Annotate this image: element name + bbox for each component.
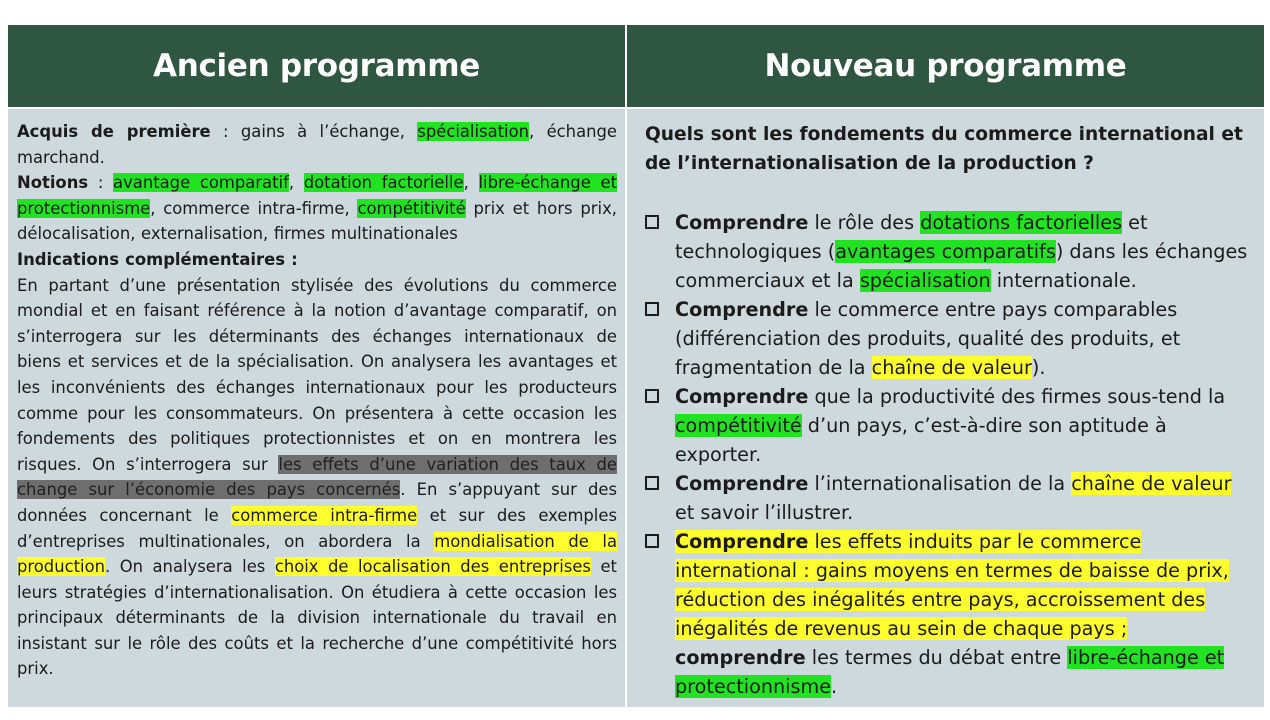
objective-item-1 [645, 208, 1254, 295]
highlight-avantages-comparatifs: avantages comparatifs [835, 240, 1056, 263]
objective-text: ) dans les échanges commerciaux et la [675, 240, 1248, 292]
indications-text-3: et sur des exemples d’entreprises multinationales, on abordera la [17, 505, 617, 551]
objective-text-5 [675, 527, 1254, 701]
objective-item-3 [645, 382, 1254, 469]
highlight-effets-induits: les effets induits par le commerce international : gains moyens en termes de baisse de prix, réduction des inégalités entre pays, accroissement des inégalités de revenus au sein de chaque pays ; [675, 530, 1229, 640]
highlight-libre-echange: libre-échange et protectionnisme [17, 173, 617, 218]
indications-text-1: En partant d’une présentation stylisée des évolutions du commerce mondial et en faisant référence à la notion d’avantage comparatif, on s’interrogera sur les déterminants des échanges internationaux de biens et services et de la spécialisation. On analysera les avantages et les inconvénients des échanges internationaux pour les producteurs comme pour les consommateurs. On présentera à cette occasion les fondements des politiques protectionnistes et on en montrera les risques. On s’interrogera sur [17, 275, 617, 474]
acquis-text-end: , échange marchand. [17, 122, 617, 167]
highlight-choix-localisation: choix de localisation des entreprises [274, 557, 591, 577]
indications-label-line [17, 247, 617, 273]
highlight-competitivite: compétitivité [357, 198, 466, 218]
notions-comma-2: , [463, 173, 479, 193]
objective-text-4 [675, 469, 1254, 527]
objective-text: le rôle des [808, 211, 921, 234]
guiding-question: Quels sont les fondements du commerce international et de l’internationalisation de la production ? [645, 124, 1243, 174]
objective-verb: Comprendre [675, 530, 809, 553]
objective-text-3 [675, 382, 1254, 469]
acquis-label: Acquis de première [17, 122, 211, 141]
indications-text-4: . On analysera les [105, 557, 275, 577]
objective-item-5 [645, 527, 1254, 701]
notions-label: Notions [17, 173, 89, 193]
ancien-programme-content [8, 109, 625, 707]
objective-text: et savoir l’illustrer. [675, 501, 854, 524]
objective-item-2 [645, 295, 1254, 382]
objective-text-1 [675, 208, 1254, 295]
objective-text: l’internationalisation de la [808, 472, 1072, 495]
acquis-text: : gains à l’échange, [210, 122, 418, 141]
objective-verb: Comprendre [675, 472, 809, 495]
highlight-chaine-de-valeur: chaîne de valeur [871, 356, 1032, 379]
header-nouveau-programme: Nouveau programme [627, 25, 1264, 107]
objective-verb: Comprendre [675, 298, 809, 321]
objective-item-4 [645, 469, 1254, 527]
objective-text: et technologiques ( [675, 211, 1148, 263]
comparison-table [8, 25, 1264, 707]
objective-text: . [831, 675, 838, 698]
indications-text-2: . En s’appuyant sur des données concernant le [17, 480, 617, 525]
highlight-mondialisation-production: mondialisation de la production [17, 531, 618, 577]
checkbox-icon [645, 389, 659, 403]
highlight-dotations-factorielles: dotations factorielles [920, 211, 1123, 234]
highlight-specialisation: spécialisation [859, 269, 991, 292]
indications-paragraph [17, 273, 617, 683]
highlight-specialisation: spécialisation [417, 122, 530, 141]
objective-text-2 [675, 295, 1254, 382]
objective-text: le commerce entre pays comparables (différenciation des produits, qualité des produits, et fragmentation de la [675, 298, 1181, 379]
indications-label: Indications complémentaires : [17, 249, 298, 269]
indications-text-5: et leurs stratégies d’internationalisation. On étudiera à cette occasion les principaux déterminants de la division internationale du travail en insistant sur le rôle des coûts et la recherche d’une compétitivité hors prix. [17, 557, 617, 679]
objective-text: internationale. [990, 269, 1137, 292]
highlight-dotation-factorielle: dotation factorielle [303, 173, 464, 193]
notions-text-end: prix et hors prix, délocalisation, externalisation, firmes multinationales [17, 198, 617, 244]
notions-sep: : [88, 173, 114, 193]
highlight-taux-de-change: les effets d’une variation des taux de change sur l’économie des pays concernés [17, 454, 618, 500]
highlight-libre-echange-protectionnisme: libre-échange et protectionnisme [675, 646, 1225, 698]
notions-paragraph [17, 170, 617, 247]
header-ancien-programme: Ancien programme [8, 25, 625, 107]
checkbox-icon [645, 476, 659, 490]
checkbox-icon [645, 302, 659, 316]
checkbox-icon [645, 215, 659, 229]
nouveau-programme-content [627, 109, 1264, 707]
highlight-avantage-comparatif: avantage comparatif [113, 173, 289, 193]
objective-verb: Comprendre [675, 211, 809, 234]
objective-text: que la productivité des firmes sous-tend la [808, 385, 1226, 408]
notions-comma-1: , [288, 173, 304, 193]
highlight-commerce-intra-firme: commerce intra-firme [231, 505, 418, 525]
checkbox-icon [645, 534, 659, 548]
objective-verb: Comprendre [675, 385, 809, 408]
objective-text: ). [1031, 356, 1046, 379]
notions-text: , commerce intra-firme, [150, 198, 358, 218]
objective-verb: comprendre [675, 646, 806, 669]
highlight-competitivite: compétitivité [675, 414, 802, 437]
highlight-chaine-de-valeur: chaîne de valeur [1071, 472, 1232, 495]
objective-text: les termes du débat entre [805, 646, 1068, 669]
objective-text: d’un pays, c’est-à-dire son aptitude à exporter. [675, 414, 1167, 466]
acquis-paragraph [17, 119, 617, 170]
